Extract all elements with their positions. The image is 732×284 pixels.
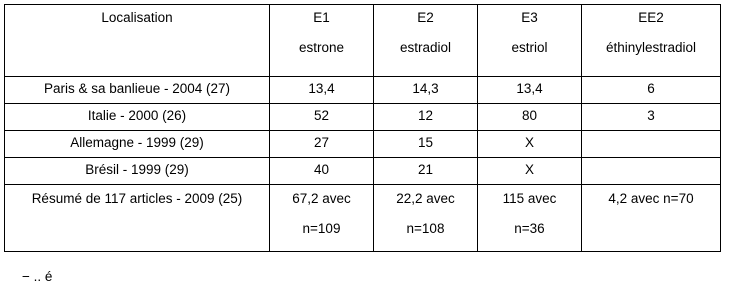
row-e3-value: X — [478, 131, 582, 158]
row-e2-value: 14,3 — [374, 77, 478, 104]
table-header-row — [5, 5, 721, 77]
row-ee2-value — [582, 158, 721, 185]
row-ee2-value: 3 — [582, 104, 721, 131]
header-e3: E3 estriol — [478, 5, 582, 77]
header-e2: E2 estradiol — [374, 5, 478, 77]
row-e2-value: 15 — [374, 131, 478, 158]
row-e2-value: 21 — [374, 158, 478, 185]
row-e1-value: 67,2 avec n=109 — [270, 185, 374, 252]
row-e3-value: 115 avec n=36 — [478, 185, 582, 252]
header-localisation: Localisation — [5, 5, 270, 77]
table-row — [5, 131, 721, 158]
table-row — [5, 77, 721, 104]
table-row-summary — [5, 185, 721, 252]
row-location: Allemagne - 1999 (29) — [5, 131, 270, 158]
row-e1-value: 13,4 — [270, 77, 374, 104]
footnote-fragment: − .. é — [22, 269, 53, 284]
row-location: Résumé de 117 articles - 2009 (25) — [5, 185, 270, 252]
row-e1-value: 52 — [270, 104, 374, 131]
table-row — [5, 104, 721, 131]
row-location: Italie - 2000 (26) — [5, 104, 270, 131]
row-e3-value: 13,4 — [478, 77, 582, 104]
row-e1-value: 40 — [270, 158, 374, 185]
concentration-table — [4, 4, 721, 252]
row-e2-value: 12 — [374, 104, 478, 131]
row-e3-value: X — [478, 158, 582, 185]
row-location: Brésil - 1999 (29) — [5, 158, 270, 185]
row-location: Paris & sa banlieue - 2004 (27) — [5, 77, 270, 104]
row-ee2-value — [582, 131, 721, 158]
header-ee2: EE2 éthinylestradiol — [582, 5, 721, 77]
row-e3-value: 80 — [478, 104, 582, 131]
table-row — [5, 158, 721, 185]
header-e1: E1 estrone — [270, 5, 374, 77]
row-e2-value: 22,2 avec n=108 — [374, 185, 478, 252]
row-e1-value: 27 — [270, 131, 374, 158]
row-ee2-value: 6 — [582, 77, 721, 104]
row-ee2-value: 4,2 avec n=70 — [582, 185, 721, 252]
